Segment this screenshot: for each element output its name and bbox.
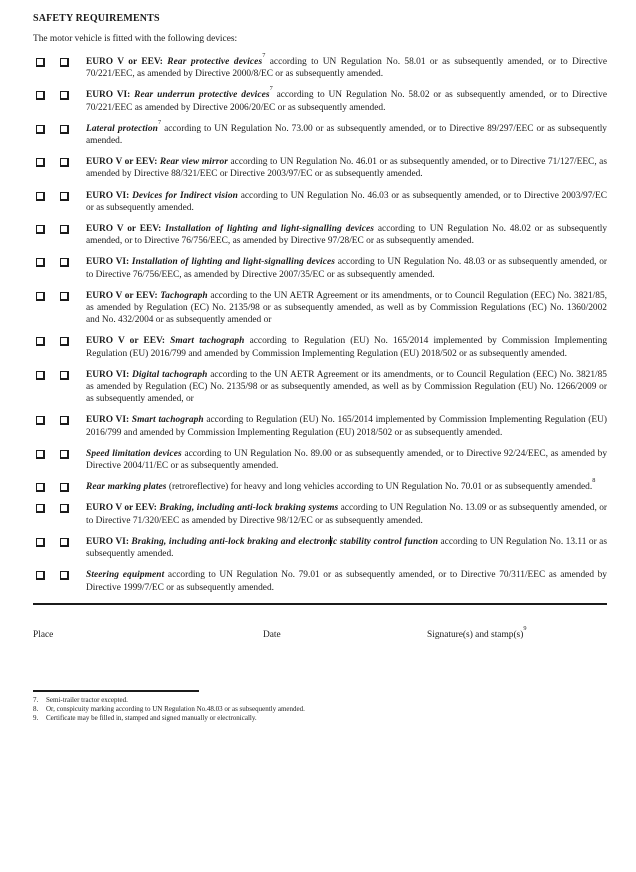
requirement-text: EURO VI: Digital tachograph according to the UN AETR Agreement or its amendments, or to Council Regulation (EEC) No. 3821/85 as amended by Regulation (EC) No. 2135/98 or as subsequently amended, as well as by Commission Regulation (EU) No. 1266/2009 or as subsequently amended, or [86,369,607,405]
footnote-number: 7. [33,695,39,704]
requirement-text: EURO V or EEV: Rear view mirror according to UN Regulation No. 46.01 or as subsequently amended, or to Directive 71/127/EEC, as amended by Directive 88/321/EEC or Directive 2003/97/EC or as subsequently amended. [86,157,607,180]
checkbox-2[interactable] [60,450,69,459]
footnote-divider [33,690,199,692]
footnote [33,696,607,705]
requirement-item [33,335,607,359]
checkbox-1[interactable] [36,158,45,167]
footnote-ref: 7 [157,118,162,126]
checkbox-1[interactable] [36,571,45,580]
footnote-ref: 7 [269,85,273,93]
requirement-item [33,536,607,560]
requirement-item [33,256,607,280]
requirement-item [33,448,607,472]
signature-label: Signature(s) and $stamp(s)^9$ [427,624,527,641]
requirement-item [33,476,607,493]
requirement-text: EURO VI: Devices for Indirect vision according to UN Regulation No. 46.03 or as subsequently amended, or to Directive 2003/97/EC or as subsequently amended. [86,190,607,213]
signature-row [33,624,607,643]
requirement-text: EURO V or EEV: Installation of lighting and light-signalling devices according to UN Regulation No. 48.02 or as subsequently amended, or to Directive 76/756/EEC, as amended by Directive 97/28/EC or as subsequently amended. [86,224,608,247]
requirement-item [33,190,607,214]
checkbox-2[interactable] [60,483,69,492]
footnote [33,705,607,714]
checkbox-2[interactable] [60,337,69,346]
requirement-text: EURO VI: Rear underrun protective devices$^7$ according to UN Regulation No. 58.02 or as subsequently amended, or to Directive 70/221/EEC as amended by Directive 2006/20/EC or as subsequently amended. [86,85,607,113]
requirement-text: EURO VI: Smart tachograph according to Regulation (EU) No. 165/2014 implemented by Commission Implementing Regulation (EU) 2016/799 and amended by Commission Implementing Regulation (EU) 2018/502 or as subsequently amended. [86,415,607,438]
checkbox-2[interactable] [60,416,69,425]
requirement-item [33,414,607,438]
footnote-text: Semi-trailer tractor excepted. [46,695,128,704]
requirement-text: Rear marking plates (retroreflective) for heavy and long vehicles according to UN Regulation No. 70.01 or as subsequently amended.$^8$ [86,476,596,493]
requirement-item [33,502,607,526]
checkbox-1[interactable] [36,192,45,201]
checkbox-2[interactable] [60,125,69,134]
requirement-text: EURO VI: Braking, including anti-lock braking and electronic stability control function according to UN Regulation No. 13.11 or as subsequently amended. [86,536,607,560]
requirement-text: EURO V or EEV: Rear protective devices$^7$ according to UN Regulation No. 58.01 or as subsequently amended, or to Directive 70/221/EEC, as amended by Directive 2000/8/EC or as subsequently amended. [86,51,607,80]
checkbox-2[interactable] [60,192,69,201]
requirement-item [33,156,607,180]
footnote-text: Certificate may be filled in, stamped and signed manually or electronically. [46,714,257,723]
requirement-item [33,85,607,113]
checkbox-1[interactable] [36,504,45,513]
checkbox-1[interactable] [36,337,45,346]
requirement-text: EURO V or EEV: Braking, including anti-lock braking systems according to UN Regulation No. 13.09 or as subsequently amended, or to Directive 71/320/EEC as amended by Directive 98/12/EC or as subsequently amended. [86,503,608,526]
place-label: Place [33,630,54,641]
date-label: Date [263,630,281,641]
checkbox-2[interactable] [60,158,69,167]
requirement-item [33,290,607,327]
requirement-text: Speed limitation devices according to UN Regulation No. 89.00 or as subsequently amended, or to Directive 92/24/EEC, as amended by Directive 2004/11/EC or as subsequently amended. [86,448,608,472]
footnotes-section [33,690,607,723]
requirement-item [33,223,607,247]
page-title: SAFETY REQUIREMENTS [33,13,160,24]
checkbox-2[interactable] [60,571,69,580]
checkbox-2[interactable] [60,58,69,67]
checkbox-2[interactable] [60,371,69,380]
requirement-text: EURO V or EEV: Tachograph according to the UN AETR Agreement or its amendments, or to Council Regulation (EEC) No. 3821/85, as amended by Regulation (EC) No. 2135/98 or as subsequently amended, as well as by Commission Regulations (EC) No. 1360/2002 and No. 432/2004 or as subsequently amended or [86,290,608,326]
requirement-text: Steering equipment according to UN Regulation No. 79.01 or as subsequently amended, or to Directive 70/311/EEC as amended by Directive 1999/7/EC or as subsequently amended. [86,570,607,593]
checkbox-2[interactable] [60,225,69,234]
checkbox-2[interactable] [60,258,69,267]
checkbox-1[interactable] [36,125,45,134]
footnote-number: 8. [33,705,39,714]
checkbox-1[interactable] [36,258,45,267]
requirement-item [33,118,607,147]
requirement-item [33,569,607,593]
footnote-text: Or, conspicuity marking according to UN Regulation No.48.03 or as subsequently amended. [46,705,305,714]
checkbox-1[interactable] [36,91,45,100]
checkbox-2[interactable] [60,91,69,100]
requirement-text: Lateral protection$^7$ according to UN Regulation No. 73.00 or as subsequently amended, or to Directive 89/297/EEC or as subsequently amended. [86,118,607,147]
intro-text: The motor vehicle is fitted with the following devices: [33,34,238,44]
checkbox-2[interactable] [60,292,69,301]
requirement-text: EURO VI: Installation of lighting and light-signalling devices according to UN Regulation No. 48.03 or as subsequently amended, or to Directive 76/756/EEC, as amended by Directive 2007/35/EC or as subsequently amended. [86,257,607,280]
checkbox-1[interactable] [36,371,45,380]
checkbox-1[interactable] [36,292,45,301]
requirement-item [33,51,607,80]
footnote-number: 9. [33,714,39,723]
checkbox-1[interactable] [36,450,45,459]
requirement-text: EURO V or EEV: Smart tachograph according to Regulation (EU) No. 165/2014 implemented by Commission Implementing Regulation (EU) 2016/799 and amended by Commission Implementing Regulation (EU) 2018/502 or as subsequently amended. [86,336,608,359]
footnote-ref: 8 [592,476,596,484]
checkbox-1[interactable] [36,416,45,425]
footnote-ref: 9 [523,624,527,632]
requirement-item [33,369,607,406]
checkbox-2[interactable] [60,538,69,547]
checkbox-1[interactable] [36,483,45,492]
footnote [33,714,607,723]
footnote-ref: 7 [262,51,266,59]
checkbox-1[interactable] [36,58,45,67]
requirements-list [33,51,608,594]
section-divider [33,603,607,606]
checkbox-1[interactable] [36,538,45,547]
checkbox-1[interactable] [36,225,45,234]
checkbox-2[interactable] [60,504,69,513]
